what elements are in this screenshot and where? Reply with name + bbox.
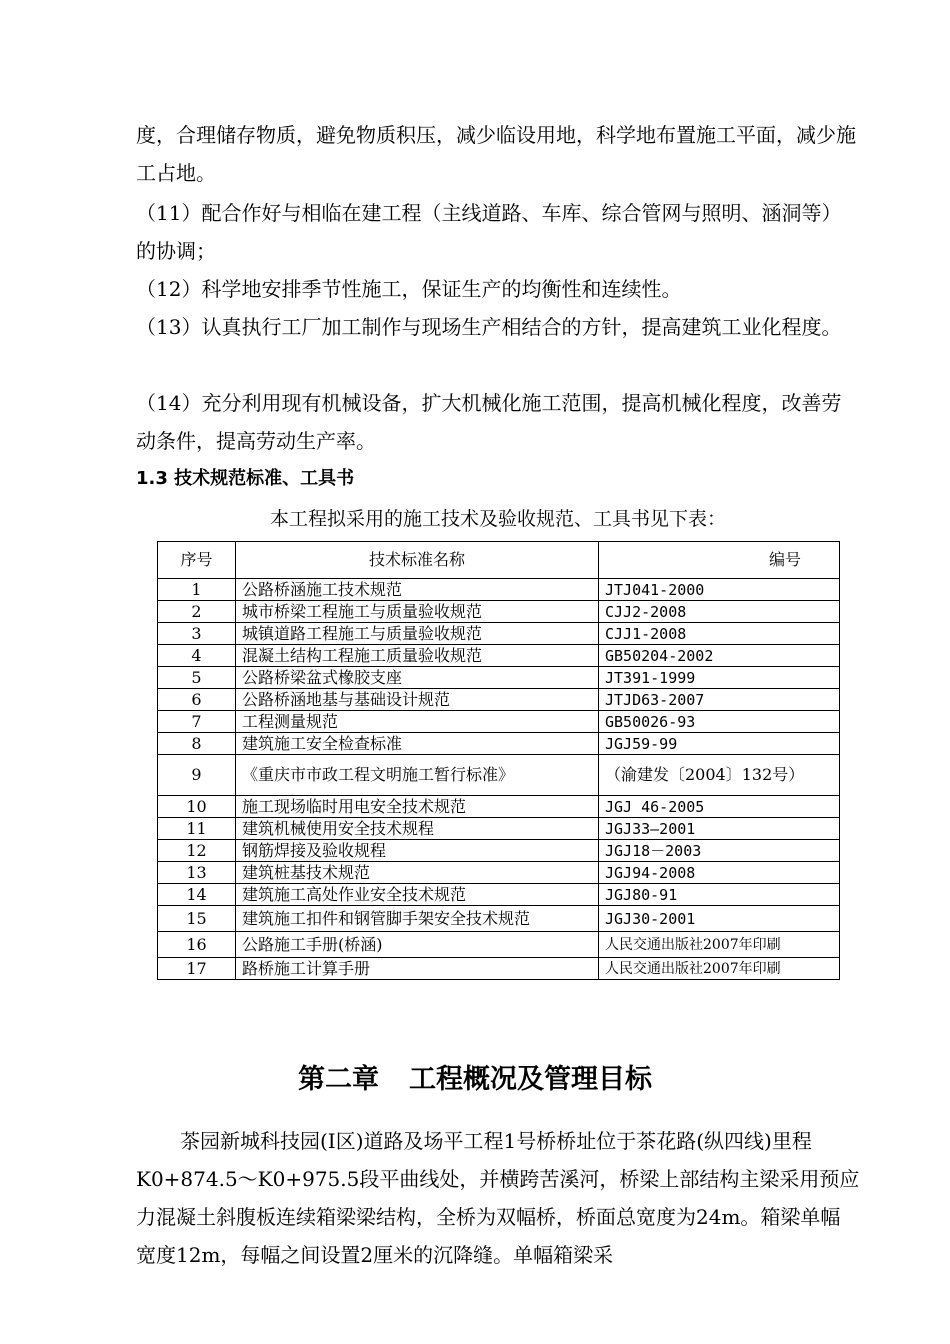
cell-no: 5 xyxy=(158,667,236,689)
cell-name: 建筑施工高处作业安全技术规范 xyxy=(236,884,599,906)
cell-no: 9 xyxy=(158,755,236,796)
cell-no: 1 xyxy=(158,579,236,601)
table-row xyxy=(158,689,840,711)
cell-name: 公路桥涵地基与基础设计规范 xyxy=(236,689,599,711)
cell-no: 8 xyxy=(158,733,236,755)
cell-name: 钢筋焊接及验收规程 xyxy=(236,840,599,862)
cell-name: 建筑机械使用安全技术规程 xyxy=(236,818,599,840)
cell-name: 公路桥梁盆式橡胶支座 xyxy=(236,667,599,689)
section-heading: 1.3 技术规范标准、工具书 xyxy=(136,468,355,489)
paragraph-item-13: （13）认真执行工厂加工制作与现场生产相结合的方针，提高建筑工业化程度。 xyxy=(136,315,842,339)
cell-code: JGJ59-99 xyxy=(599,733,840,755)
table-row xyxy=(158,711,840,733)
cell-no: 10 xyxy=(158,796,236,818)
cell-name: 施工现场临时用电安全技术规范 xyxy=(236,796,599,818)
table-row xyxy=(158,579,840,601)
standards-table xyxy=(157,541,840,980)
table-header-row xyxy=(158,542,840,579)
project-overview-paragraph: 茶园新城科技园(I区)道路及场平工程1号桥桥址位于茶花路(纵四线)里程 K0+874.5～K0+975.5段平曲线处，并横跨苦溪河，桥梁上部结构主梁采用预应力混凝土斜腹板连续箱梁梁结构，全桥为双幅桥，桥面总宽度为24m。箱梁单幅宽度12m，每幅之间设置2厘米的沉降缝。单幅箱梁采 xyxy=(136,1129,860,1267)
paragraph-continuation: 度，合理储存物质，避免物质积压，减少临设用地，科学地布置施工平面，减少施工占地。 xyxy=(136,123,856,185)
paragraph-item-14: （14）充分利用现有机械设备，扩大机械化施工范围，提高机械化程度，改善劳动条件，提高劳动生产率。 xyxy=(136,391,842,453)
cell-code: JGJ30-2001 xyxy=(599,906,840,932)
table-row xyxy=(158,884,840,906)
cell-name: 建筑施工安全检查标准 xyxy=(236,733,599,755)
table-row xyxy=(158,840,840,862)
cell-code: （渝建发〔2004〕132号） xyxy=(599,755,840,796)
cell-name: 《重庆市市政工程文明施工暂行标准》 xyxy=(236,755,599,796)
table-row xyxy=(158,601,840,623)
cell-no: 7 xyxy=(158,711,236,733)
cell-name: 公路施工手册(桥涵) xyxy=(236,932,599,958)
table-row xyxy=(158,818,840,840)
cell-no: 17 xyxy=(158,958,236,980)
chapter-title: 工程概况及管理目标 xyxy=(409,1064,652,1095)
cell-code: GB50204-2002 xyxy=(599,645,840,667)
paragraph-item-12: （12）科学地安排季节性施工，保证生产的均衡性和连续性。 xyxy=(136,277,682,301)
cell-code: JGJ18－2003 xyxy=(599,840,840,862)
cell-code: CJJ2-2008 xyxy=(599,601,840,623)
cell-name: 城市桥梁工程施工与质量验收规范 xyxy=(236,601,599,623)
cell-code: JGJ33—2001 xyxy=(599,818,840,840)
table-row xyxy=(158,958,840,980)
cell-code: JT391-1999 xyxy=(599,667,840,689)
cell-no: 15 xyxy=(158,906,236,932)
cell-name: 公路桥涵施工技术规范 xyxy=(236,579,599,601)
cell-no: 16 xyxy=(158,932,236,958)
table-caption: 本工程拟采用的施工技术及验收规范、工具书见下表： xyxy=(269,508,726,530)
cell-no: 4 xyxy=(158,645,236,667)
cell-no: 12 xyxy=(158,840,236,862)
cell-name: 工程测量规范 xyxy=(236,711,599,733)
cell-no: 13 xyxy=(158,862,236,884)
table-row xyxy=(158,862,840,884)
table-row xyxy=(158,623,840,645)
cell-no: 6 xyxy=(158,689,236,711)
table-row xyxy=(158,645,840,667)
cell-name: 路桥施工计算手册 xyxy=(236,958,599,980)
chapter-heading xyxy=(0,1060,950,1100)
cell-name: 混凝土结构工程施工质量验收规范 xyxy=(236,645,599,667)
cell-name: 建筑施工扣件和钢管脚手架安全技术规范 xyxy=(236,906,599,932)
table-row xyxy=(158,796,840,818)
cell-code: JGJ80-91 xyxy=(599,884,840,906)
chapter-number: 第二章 xyxy=(298,1064,379,1095)
cell-code: JGJ94-2008 xyxy=(599,862,840,884)
cell-no: 2 xyxy=(158,601,236,623)
header-no: 序号 xyxy=(158,542,236,579)
cell-code: 人民交通出版社2007年印刷 xyxy=(599,932,840,958)
cell-no: 11 xyxy=(158,818,236,840)
table-row xyxy=(158,932,840,958)
cell-code: JGJ 46-2005 xyxy=(599,796,840,818)
table-row xyxy=(158,667,840,689)
table-row xyxy=(158,733,840,755)
cell-name: 城镇道路工程施工与质量验收规范 xyxy=(236,623,599,645)
cell-name: 建筑桩基技术规范 xyxy=(236,862,599,884)
table-row xyxy=(158,906,840,932)
cell-code: JTJD63-2007 xyxy=(599,689,840,711)
cell-code: JTJ041-2000 xyxy=(599,579,840,601)
cell-code: 人民交通出版社2007年印刷 xyxy=(599,958,840,980)
header-code: 编号 xyxy=(599,542,840,579)
cell-code: GB50026-93 xyxy=(599,711,840,733)
paragraph-item-11: （11）配合作好与相临在建工程（主线道路、车库、综合管网与照明、涵洞等）的协调； xyxy=(136,201,842,263)
cell-code: CJJ1-2008 xyxy=(599,623,840,645)
table-row xyxy=(158,755,840,796)
header-name: 技术标准名称 xyxy=(236,542,599,579)
cell-no: 14 xyxy=(158,884,236,906)
cell-no: 3 xyxy=(158,623,236,645)
